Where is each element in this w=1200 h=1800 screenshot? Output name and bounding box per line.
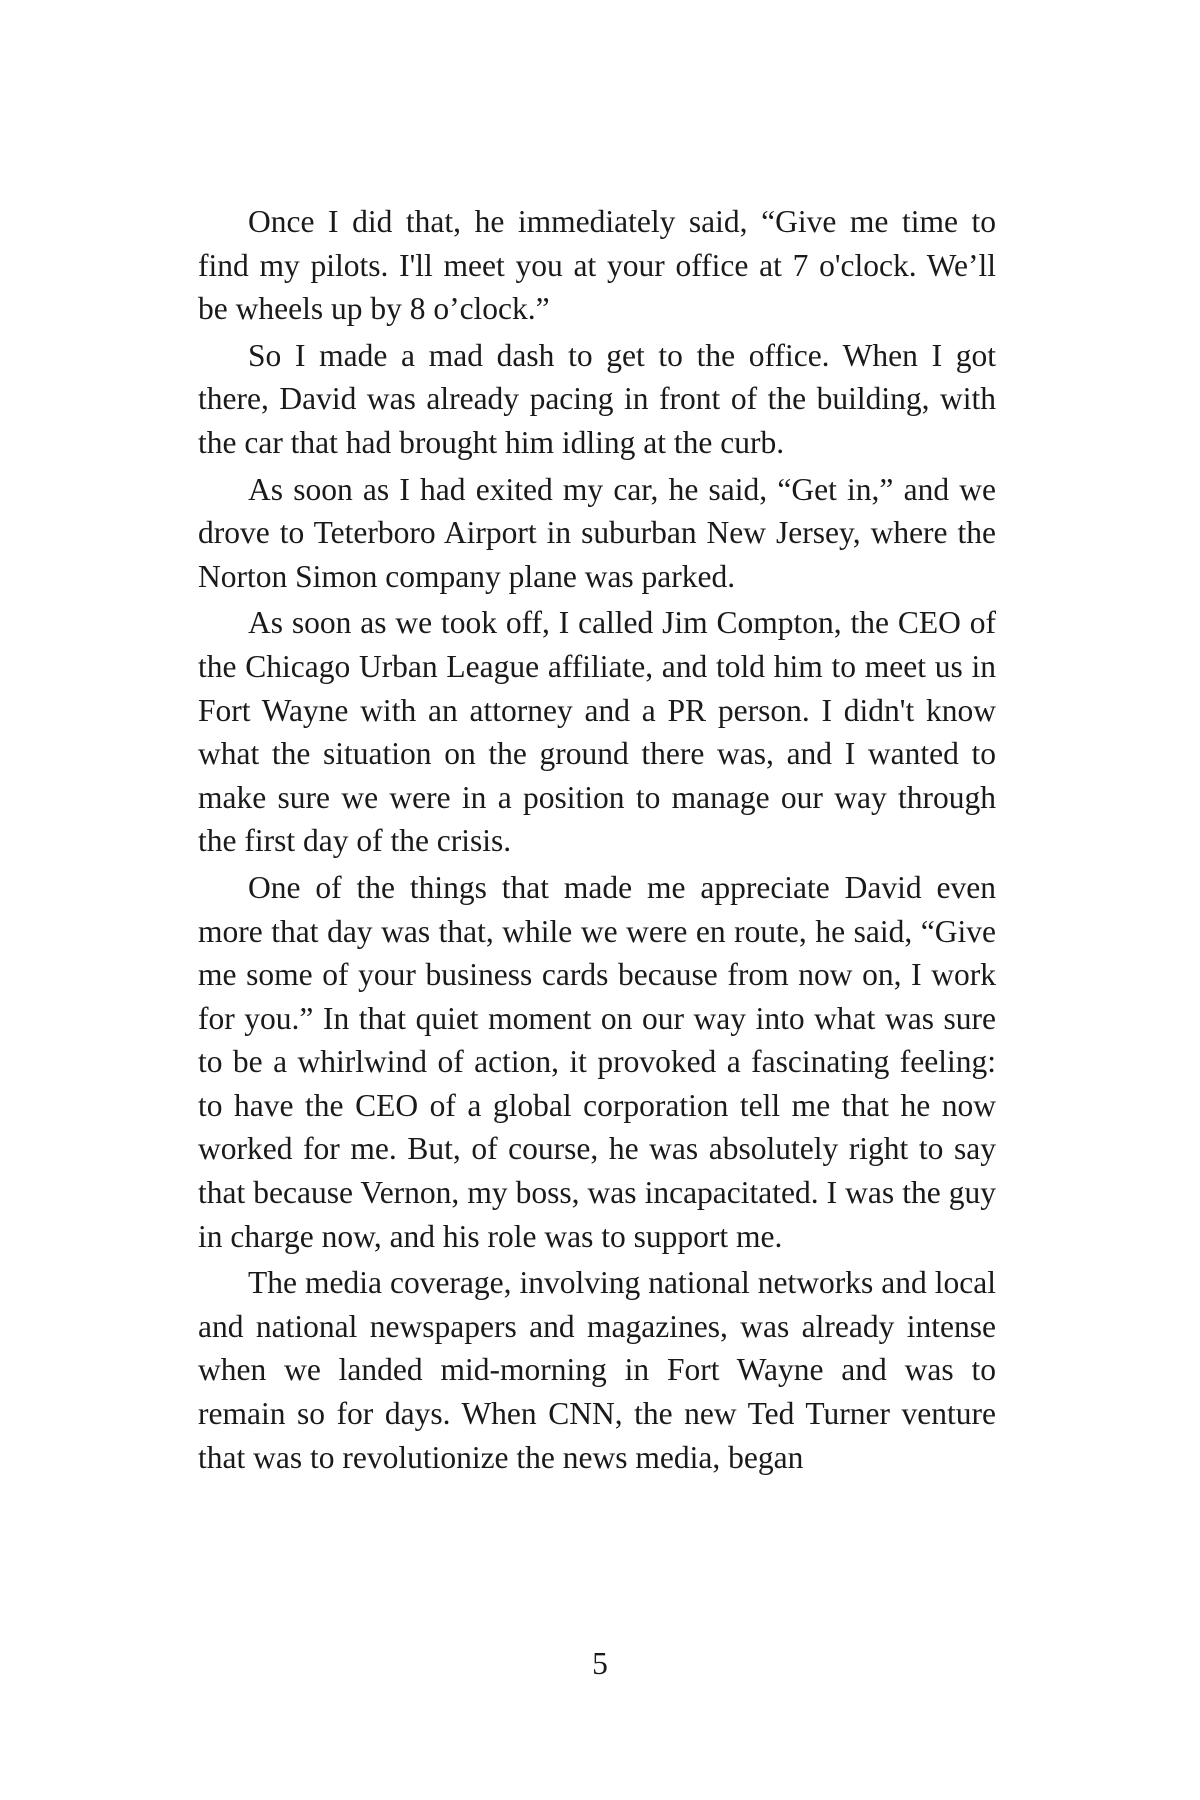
body-text [198,200,996,1482]
page-number: 5 [592,1646,608,1681]
paragraph: So I made a mad dash to get to the office. When I got there, David was already pacing in front of the building, with the car that had brought him idling at the curb. [198,337,996,460]
paragraph: The media coverage, involving national networks and local and national newspapers and magazines, was already intense when we landed mid-morning in Fort Wayne and was to remain so for days. When CNN, the new Ted Turner venture that was to revolutionize the news media, began [198,1265,996,1475]
paragraph: Once I did that, he immediately said, “Give me time to find my pilots. I'll meet you at your office at 7 o'clock. We’ll be wheels up by 8 o’clock.” [198,204,996,327]
paragraph: As soon as I had exited my car, he said, “Get in,” and we drove to Teterboro Airport in suburban New Jersey, where the Norton Simon company plane was parked. [198,471,996,594]
paragraph: As soon as we took off, I called Jim Compton, the CEO of the Chicago Urban League affiliate, and told him to meet us in Fort Wayne with an attorney and a PR person. I didn't know what the situation on the ground there was, and I wanted to make sure we were in a position to manage our way through the first day of the crisis. [198,605,996,859]
paragraph: One of the things that made me appreciate David even more that day was that, while we were en route, he said, “Give me some of your business cards because from now on, I work for you.” In that quiet moment on our way into what was sure to be a whirlwind of action, it provoked a fascinating feeling: to have the CEO of a global corporation tell me that he now worked for me. But, of course, he was absolutely right to say that because Vernon, my boss, was incapacitated. I was the guy in charge now, and his role was to support me. [198,869,996,1254]
